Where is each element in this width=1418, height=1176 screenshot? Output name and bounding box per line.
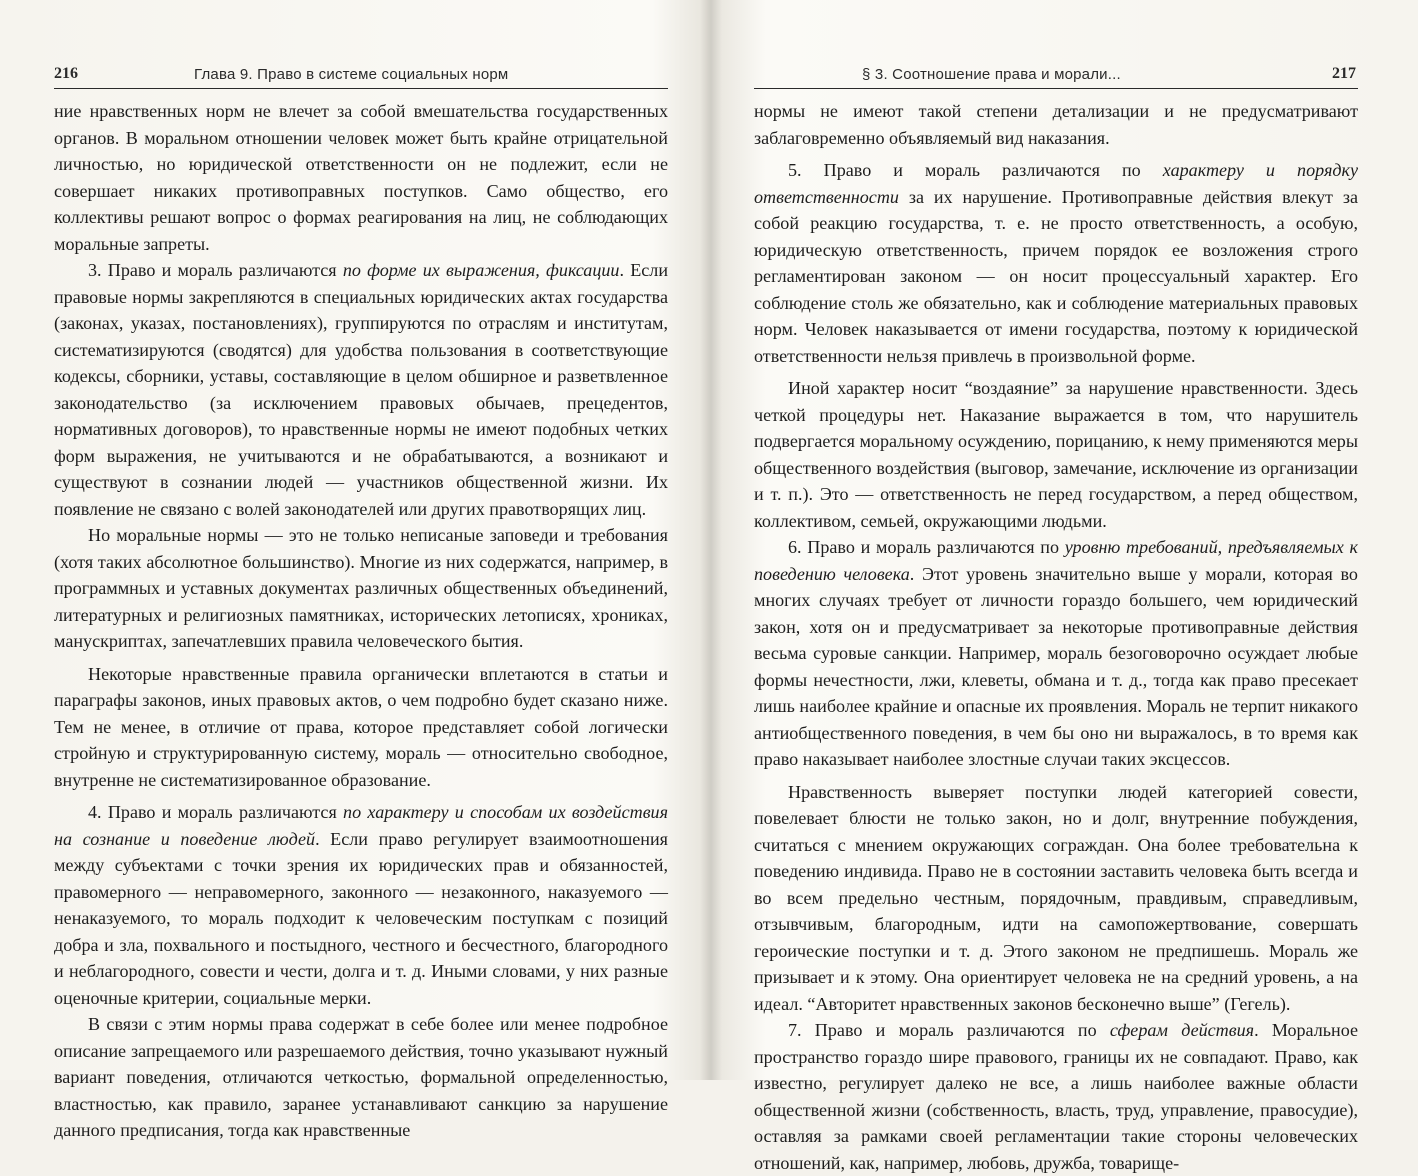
- right-page-body: [754, 98, 1358, 1176]
- paragraph: 4. Право и мораль различаются по характеру и способам их воздействия на сознание и поведение людей. Если право регулирует взаимоотношения между субъектами с точки зрения их юридических прав и обязанностей, правомерного — неправомерного, законного — незаконного, наказуемого — ненаказуемого, то мораль подходит к человеческим поступкам с позиций добра и зла, похвального и постыдного, честного и бесчестного, благородного и неблагородного, совести и чести, долга и т. д. Иными словами, у них разные оценочные критерии, социальные мерки.: [54, 802, 669, 1008]
- running-head-right: [754, 62, 1358, 89]
- right-page: [754, 0, 1359, 1173]
- emphasis: по характеру и способам их воздействия на сознание и поведение людей: [54, 802, 669, 849]
- left-page-body: [54, 98, 668, 1144]
- paragraph: 3. Право и мораль различаются по форме их выражения, фиксации. Если правовые нормы закрепляются в специальных юридических актах государства (законах, указах, постановлениях), группируются по отраслям и институтам, систематизируются (сводятся) для удобства пользования в соответствующие кодексы, сборники, уставы, составляющие в целом обширное и разветвленное законодательство (за исключением правовых обычаев, прецедентов, нормативных договоров), то нравственные нормы не имеют подобных четких форм выражения, не учитываются и не обрабатываются, а возникают и существуют в сознании людей — участников общественной жизни. Их появление не связано с волей законодателей или других правотворящих лиц.: [54, 260, 669, 519]
- emphasis: сферам действия: [1109, 1020, 1255, 1040]
- page-number-right: 217: [1332, 65, 1356, 82]
- emphasis: по форме их выражения, фиксации: [342, 260, 620, 280]
- paragraph: Иной характер носит “воздаяние” за нарушение нравственности. Здесь четкой процедуры нет. Наказание выражается в том, что нарушитель подвергается моральному осуждению, порицанию, к нему применяются меры общественного воздействия (выговор, замечание, исключение из организации и т. п.). Это — ответственность не перед государством, а перед обществом, коллективом, семьей, окружающими людьми.: [754, 378, 1358, 531]
- section-title: § 3. Соотношение права и морали...: [862, 66, 1121, 83]
- paragraph: Некоторые нравственные правила органически вплетаются в статьи и параграфы законов, иных правовых актов, о чем подробно будет сказано ниже. Тем не менее, в отличие от права, которое представляет собой логически стройную и структурированную систему, мораль — относительно свободное, внутренне не систематизированное образование.: [54, 663, 668, 790]
- paragraph: нормы не имеют такой степени детализации и не предусматривают заблаговременно объявляемый вид наказания.: [754, 101, 1358, 148]
- paragraph: В связи с этим нормы права содержат в себе более или менее подробное описание запрещаемого или разрешаемого действия, точно указывают нужный вариант поведения, отличаются четкостью, формальной определенностью, властностью, как правило, заранее устанавливают санкцию за нарушение данного предписания, тогда как нравственные: [54, 1014, 668, 1140]
- paragraph: Но моральные нормы — это не только неписаные заповеди и требования (хотя таких абсолютное большинство). Многие из них содержатся, например, в программных и уставных документах различных общественных объединений, литературных и религиозных памятниках, исторических летописях, хрониках, манускриптах, запечатлевших правила человеческого бытия.: [54, 525, 668, 651]
- running-head-left: [54, 62, 668, 89]
- paragraph: 6. Право и мораль различаются по уровню требований, предъявляемых к поведению человека. Этот уровень значительно выше у морали, которая во многих случаях требует от личности гораздо большего, чем юридический закон, хотя он и предусматривает за некоторые противоправные действия весьма суровые санкции. Например, мораль безоговорочно осуждает любые формы нечестности, лжи, клеветы, обмана и т. д., тогда как право пресекает лишь наиболее крайние и опасные их проявления. Мораль не терпит никакого антиобщественного поведения, в чем бы оно ни выражалось, в то время как право наказывает наиболее злостные случаи таких эксцессов.: [754, 537, 1359, 769]
- paragraph: 7. Право и мораль различаются по сферам действия. Моральное пространство гораздо шире правового, границы их не совпадают. Право, как известно, регулирует далеко не все, а лишь наиболее важные области общественной жизни (собственность, власть, труд, управление, правосудие), оставляя за рамками своей регламентации такие стороны человеческих отношений, как, например, любовь, дружба, товарище-: [754, 1020, 1359, 1173]
- book-gutter: [700, 0, 722, 1080]
- emphasis: характеру и порядку ответственности: [754, 160, 1358, 207]
- paragraph: 5. Право и мораль различаются по характеру и порядку ответственности за их нарушение. Противоправные действия влекут за собой реакцию государства, т. е. не просто ответственность, а особую, юридическую ответственность, причем порядок ее возложения строго регламентирован законом — он носит процессуальный характер. Его соблюдение столь же обязательно, как и соблюдение материальных правовых норм. Человек наказывается от имени государства, поэтому к юридической ответственности нельзя привлечь в произвольной форме.: [754, 160, 1358, 366]
- emphasis: уровню требований, предъявляемых к поведению человека: [754, 537, 1359, 584]
- paragraph: Нравственность выверяет поступки людей категорией совести, повелевает блюсти не только закон, но и долг, внутренние побуждения, считаться с мнением окружающих сограждан. Она более требовательна к поведению индивида. Право не в состоянии заставить человека быть всегда и во всем предельно честным, порядочным, правдивым, справедливым, отзывчивым, благородным, идти на самопожертвование, совершать героические поступки и т. д. Этого законом не предпишешь. Мораль же призывает и к этому. Она ориентирует человека не на средний уровень, а на идеал. “Авторитет нравственных законов бесконечно выше” (Гегель).: [754, 781, 1358, 1014]
- left-page: [54, 0, 669, 1140]
- chapter-title: Глава 9. Право в системе социальных норм: [194, 66, 509, 83]
- paragraph: ние нравственных норм не влечет за собой вмешательства государственных органов. В моральном отношении человек может быть крайне отрицательной личностью, но юридической ответственности он не подлежит, если не совершает никаких противоправных поступков. Само общество, его коллективы решают вопрос о формах реагирования на лиц, не соблюдающих моральные запреты.: [54, 101, 668, 254]
- page-number-left: 216: [54, 65, 78, 82]
